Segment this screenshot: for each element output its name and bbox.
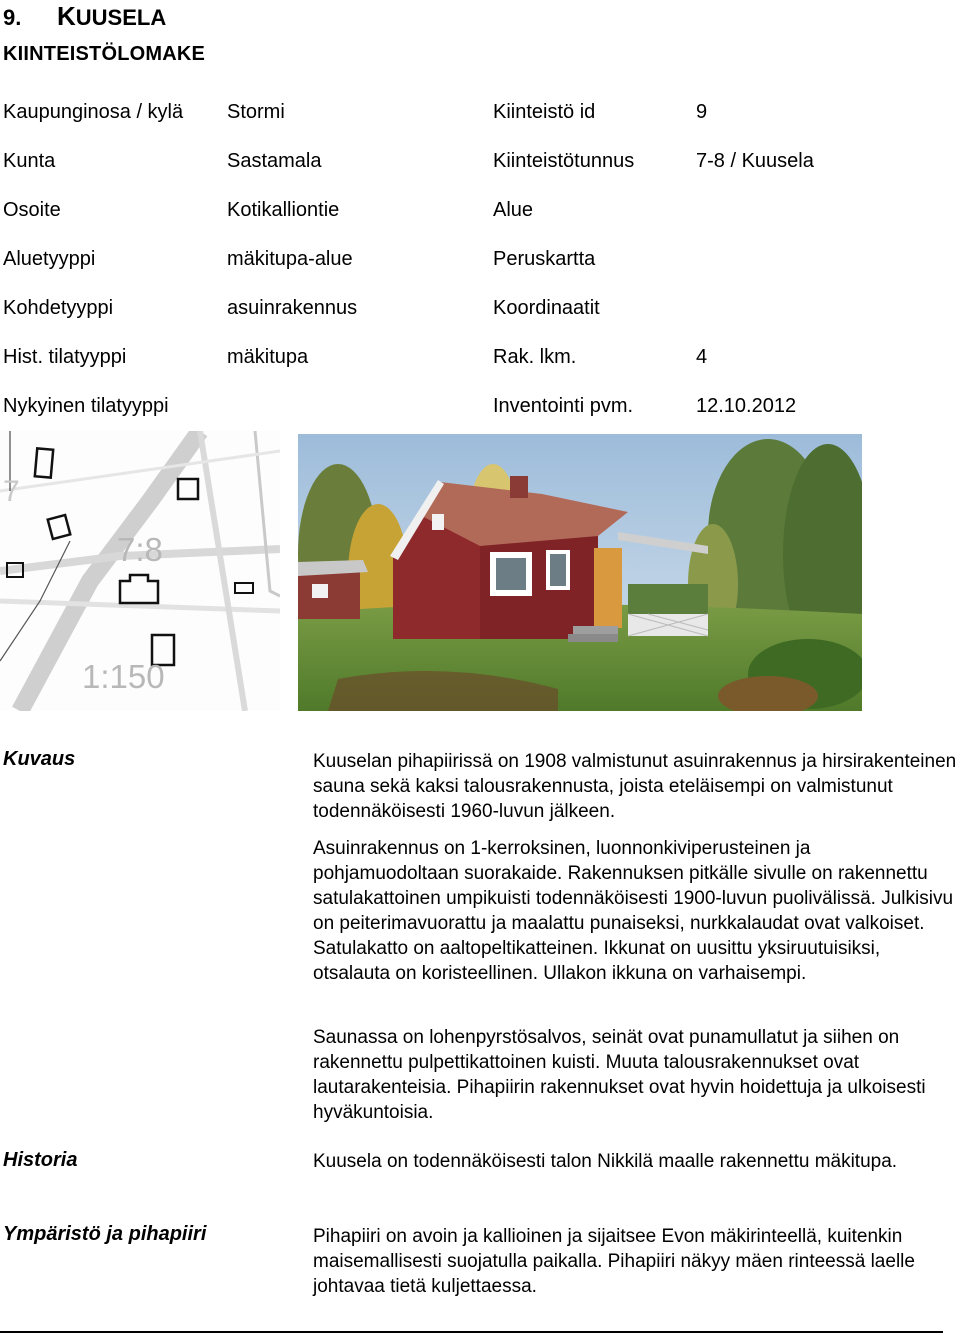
map-excerpt — [0, 431, 280, 711]
field-row — [3, 391, 943, 421]
field-value: Stormi — [227, 101, 285, 123]
field-label: Rak. lkm. — [493, 346, 577, 368]
field-label: Hist. tilatyyppi — [3, 346, 127, 368]
historia-label: Historia — [3, 1149, 78, 1171]
kuvaus-label: Kuvaus — [3, 748, 76, 770]
field-row — [3, 293, 943, 323]
map-parcel-label: 7:8 — [117, 531, 163, 568]
page-subtitle: KIINTEISTÖLOMAKE — [3, 43, 206, 65]
field-label: Kohdetyyppi — [3, 297, 114, 319]
field-label: Alue — [493, 199, 534, 221]
field-value: 7-8 / Kuusela — [696, 150, 814, 172]
field-label: Kiinteistötunnus — [493, 150, 635, 172]
field-row — [3, 195, 943, 225]
ymparisto-label: Ympäristö ja pihapiiri — [3, 1223, 207, 1245]
house-photo — [298, 434, 862, 711]
field-label: Aluetyyppi — [3, 248, 96, 270]
field-value: Kotikalliontie — [227, 199, 340, 221]
field-row — [3, 342, 943, 372]
kuvaus-paragraph-2: Asuinrakennus on 1-kerroksinen, luonnonkiviperusteinen ja pohjamuodoltaan suorakaide. Rakennuksen pitkälle sivulle on rakennettu satulakattoinen umpikuisti todennäköisesti 1900-luvun puolivälissä. Julkisivu on peiterimavuorattu ja maalattu punaiseksi, nurkkalaudat ovat valkoiset. Satulakatto on aaltopeltikatteinen. Ikkunat on uusittu yksiruutuisiksi, otsalauta on koristeellinen. Ullakon ikkuna on varhaisempi. — [313, 838, 954, 984]
ymparisto-text: Pihapiiri on avoin ja kallioinen ja sijaitsee Evon mäkirinteellä, kuitenkin maisemallisesti suojatulla paikalla. Pihapiiri näkyy mäen rinteessä laelle johtavaa tietä kuljettaessa. — [313, 1226, 915, 1297]
field-value: asuinrakennus — [227, 297, 358, 319]
field-label: Nykyinen tilatyyppi — [3, 395, 169, 417]
field-label: Osoite — [3, 199, 61, 221]
house-illustration — [298, 434, 862, 711]
historia-text: Kuusela on todennäköisesti talon Nikkilä maalle rakennettu mäkitupa. — [313, 1151, 898, 1172]
field-label: Koordinaatit — [493, 297, 600, 319]
field-label: Kunta — [3, 150, 56, 172]
field-value: 9 — [696, 101, 708, 123]
field-row — [3, 97, 943, 127]
title-first-letter: K — [57, 1, 76, 31]
svg-text:7: 7 — [3, 475, 20, 508]
kuvaus-paragraph-3: Saunassa on lohenpyrstösalvos, seinät ovat punamullatut ja siihen on rakennettu pulpettikattoinen kuisti. Muuta talousrakennukset ovat lautarakenteisia. Pihapiirin rakennukset ovat hyvin hoidettuja ja ulkoisesti hyväkuntoisia. — [313, 1027, 926, 1123]
title-rest: UUSELA — [75, 5, 167, 30]
field-label: Kaupunginosa / kylä — [3, 101, 184, 123]
map-scale-label: 1:150 — [82, 658, 165, 695]
field-label: Kiinteistö id — [493, 101, 596, 123]
bottom-rule — [0, 1331, 943, 1333]
field-value: Sastamala — [227, 150, 322, 172]
field-label: Peruskartta — [493, 248, 596, 270]
field-value: mäkitupa — [227, 346, 309, 368]
item-number: 9. — [3, 5, 22, 30]
field-row — [3, 146, 943, 176]
page-title — [3, 2, 205, 32]
field-value: 12.10.2012 — [696, 395, 797, 417]
kuvaus-paragraph-1: Kuuselan pihapiirissä on 1908 valmistunut asuinrakennus ja hirsirakenteinen sauna sekä kaksi talousrakennusta, joista eteläisempi on valmistunut todennäköisesti 1960-luvun jälkeen. — [313, 751, 957, 822]
page-header — [3, 0, 205, 68]
field-value: mäkitupa-alue — [227, 248, 353, 270]
field-row — [3, 244, 943, 274]
field-label: Inventointi pvm. — [493, 395, 634, 417]
field-value: 4 — [696, 346, 708, 368]
